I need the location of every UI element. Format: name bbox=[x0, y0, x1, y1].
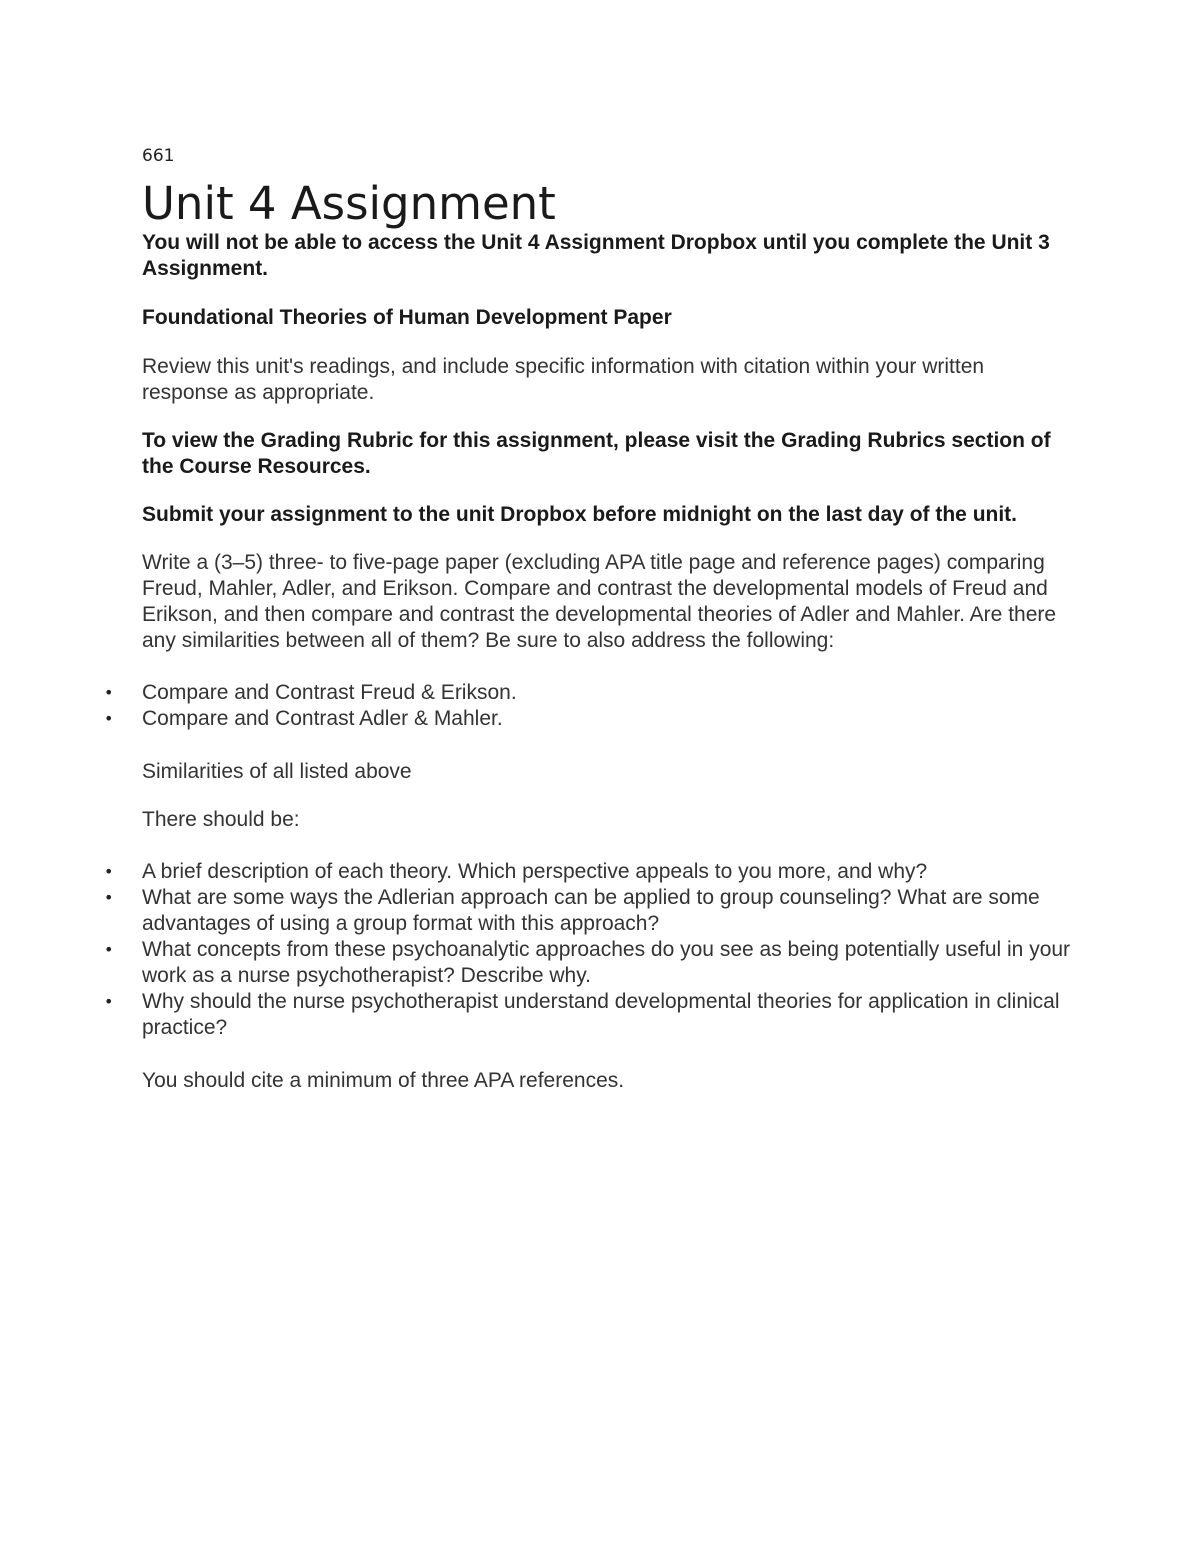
compare-list bbox=[104, 680, 1072, 732]
similarities-text: Similarities of all listed above bbox=[142, 760, 412, 783]
list-item bbox=[104, 680, 1072, 706]
page-title: Unit 4 Assignment bbox=[142, 177, 556, 230]
reading-instructions: Review this unit's readings, and include specific information with citation within your written response as appropriate. bbox=[142, 355, 985, 404]
bullet-icon: • bbox=[104, 862, 114, 881]
list-item bbox=[104, 885, 1072, 937]
there-should-be-text: There should be: bbox=[142, 808, 300, 831]
document-page bbox=[104, 140, 1072, 1094]
list-item bbox=[104, 706, 1072, 732]
list-item-text: Why should the nurse psychotherapist understand developmental theories for application in clinical practice? bbox=[142, 990, 1060, 1039]
assignment-description: Write a (3–5) three- to five-page paper (excluding APA title page and reference pages) comparing Freud, Mahler, Adler, and Erikson. Compare and contrast the developmental models of Freud and Erikson, and then compare and contrast the developmental theories of Adler and Mahler. Are there any similarities between all of them? Be sure to also address the following: bbox=[142, 551, 1057, 652]
closing-note: You should cite a minimum of three APA references. bbox=[142, 1069, 625, 1092]
list-item bbox=[104, 989, 1072, 1041]
list-item bbox=[104, 937, 1072, 989]
list-item-text: What are some ways the Adlerian approach can be applied to group counseling? What are some advantages of using a group format with this approach? bbox=[142, 886, 1040, 935]
list-item-text: What concepts from these psychoanalytic approaches do you see as being potentially useful in your work as a nurse psychotherapist? Describe why. bbox=[142, 938, 1071, 987]
rubric-note: To view the Grading Rubric for this assignment, please visit the Grading Rubrics section of the Course Resources. bbox=[142, 429, 1051, 478]
bullet-icon: • bbox=[104, 709, 114, 728]
list-item-text: Compare and Contrast Freud & Erikson. bbox=[142, 681, 517, 704]
access-notice: You will not be able to access the Unit 4 Assignment Dropbox until you complete the Unit 3 Assignment. bbox=[142, 231, 1050, 280]
bullet-icon: • bbox=[104, 683, 114, 702]
bullet-icon: • bbox=[104, 940, 114, 959]
list-item-text: A brief description of each theory. Which perspective appeals to you more, and why? bbox=[142, 860, 928, 883]
bullet-icon: • bbox=[104, 888, 114, 907]
course-code: 661 bbox=[142, 146, 175, 166]
list-item-text: Compare and Contrast Adler & Mahler. bbox=[142, 707, 503, 730]
submit-note: Submit your assignment to the unit Dropbox before midnight on the last day of the unit. bbox=[142, 503, 1018, 526]
list-item bbox=[104, 859, 1072, 885]
paper-subtitle: Foundational Theories of Human Development Paper bbox=[142, 306, 672, 329]
bullet-icon: • bbox=[104, 992, 114, 1011]
requirements-list bbox=[104, 859, 1072, 1041]
